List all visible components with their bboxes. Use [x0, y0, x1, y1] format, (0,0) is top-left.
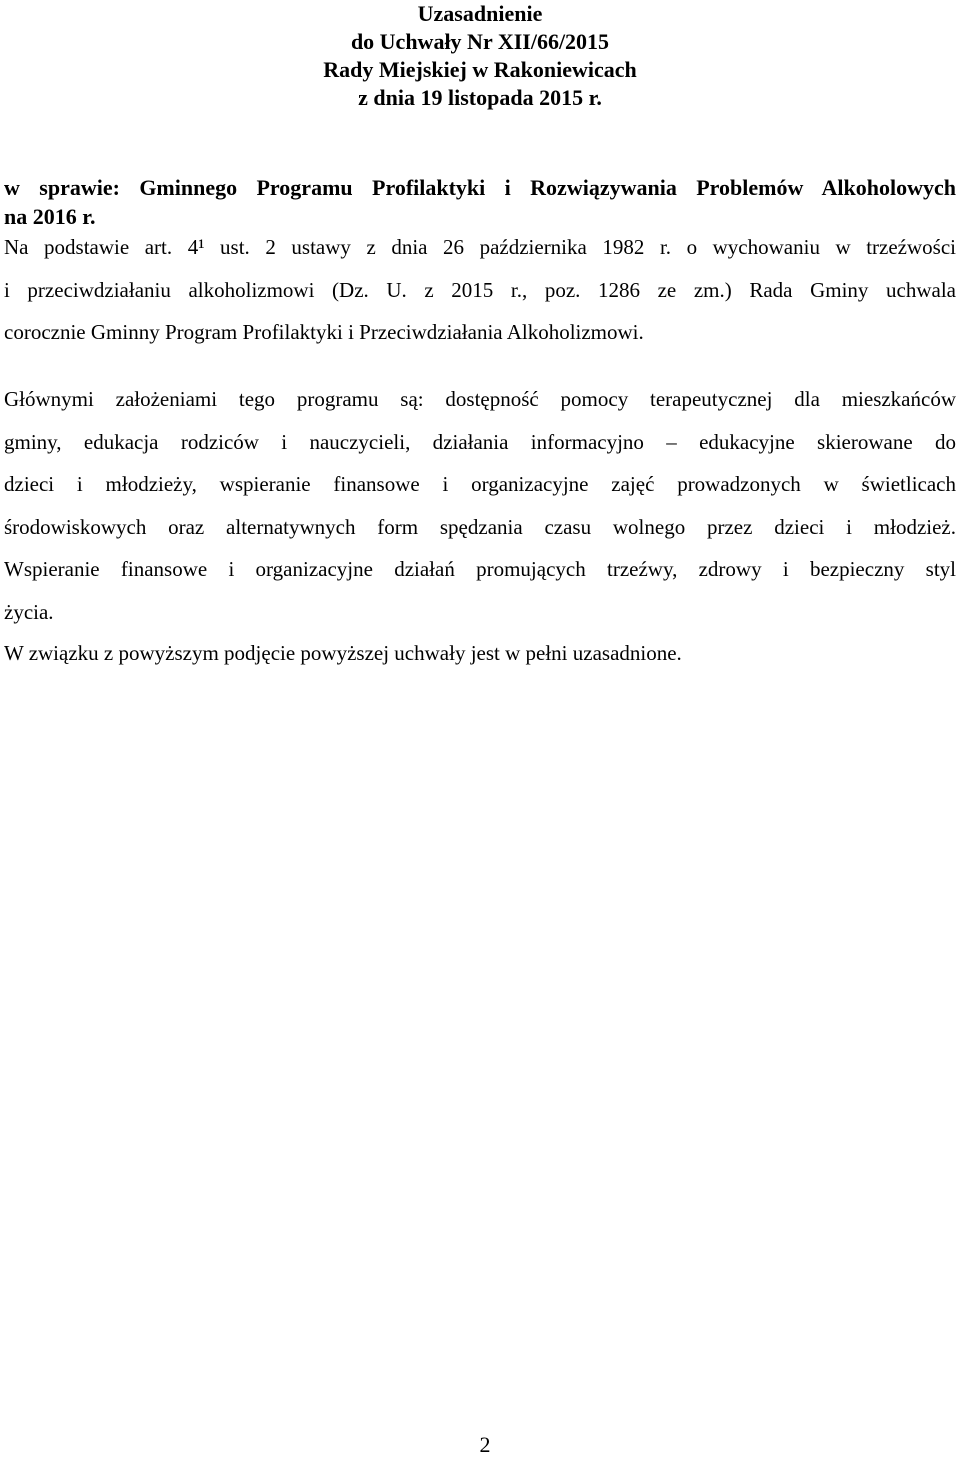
title-line: Uzasadnienie — [417, 1, 543, 26]
paragraph-legal-basis — [4, 226, 956, 354]
text-line: Wspieranie finansowe i organizacyjne działań promujących trzeźwy, zdrowy i bezpieczny styl — [4, 557, 956, 581]
text-line: corocznie Gminny Program Profilaktyki i Przeciwdziałania Alkoholizmowi. — [4, 320, 644, 344]
title-line: z dnia 19 listopada 2015 r. — [358, 85, 602, 110]
text-line: Głównymi założeniami tego programu są: dostępność pomocy terapeutycznej dla mieszkańców — [4, 387, 956, 411]
paragraph-program-goals — [4, 378, 956, 633]
text-line: środowiskowych oraz alternatywnych form spędzania czasu wolnego przez dzieci i młodzież. — [4, 514, 956, 539]
text-line: Na podstawie art. 4¹ ust. 2 ustawy z dnia 26 października 1982 r. o wychowaniu w trzeźwości — [4, 235, 956, 259]
text-line: dzieci i młodzieży, wspieranie finansowe i organizacyjne zajęć prowadzonych w świetlicach — [4, 472, 956, 496]
document-title — [300, 0, 660, 112]
text-line: i przeciwdziałaniu alkoholizmowi (Dz. U. z 2015 r., poz. 1286 ze zm.) Rada Gminy uchwala — [4, 277, 956, 302]
page-number: 2 — [479, 1432, 491, 1457]
text-line: W związku z powyższym podjęcie powyższej uchwały jest w pełni uzasadnione. — [4, 641, 682, 665]
subject-line: w sprawie: Gminnego Programu Profilaktyki i Rozwiązywania Problemów Alkoholowych — [4, 175, 956, 200]
text-line: gminy, edukacja rodziców i nauczycieli, działania informacyjno – edukacyjne skierowane do — [4, 429, 956, 454]
subject-line: na 2016 r. — [4, 204, 96, 229]
paragraph-conclusion — [4, 632, 956, 675]
resolution-subject — [4, 173, 956, 231]
title-line: do Uchwały Nr XII/66/2015 — [350, 29, 610, 54]
title-line: Rady Miejskiej w Rakoniewicach — [323, 57, 637, 82]
text-line: życia. — [4, 599, 54, 624]
